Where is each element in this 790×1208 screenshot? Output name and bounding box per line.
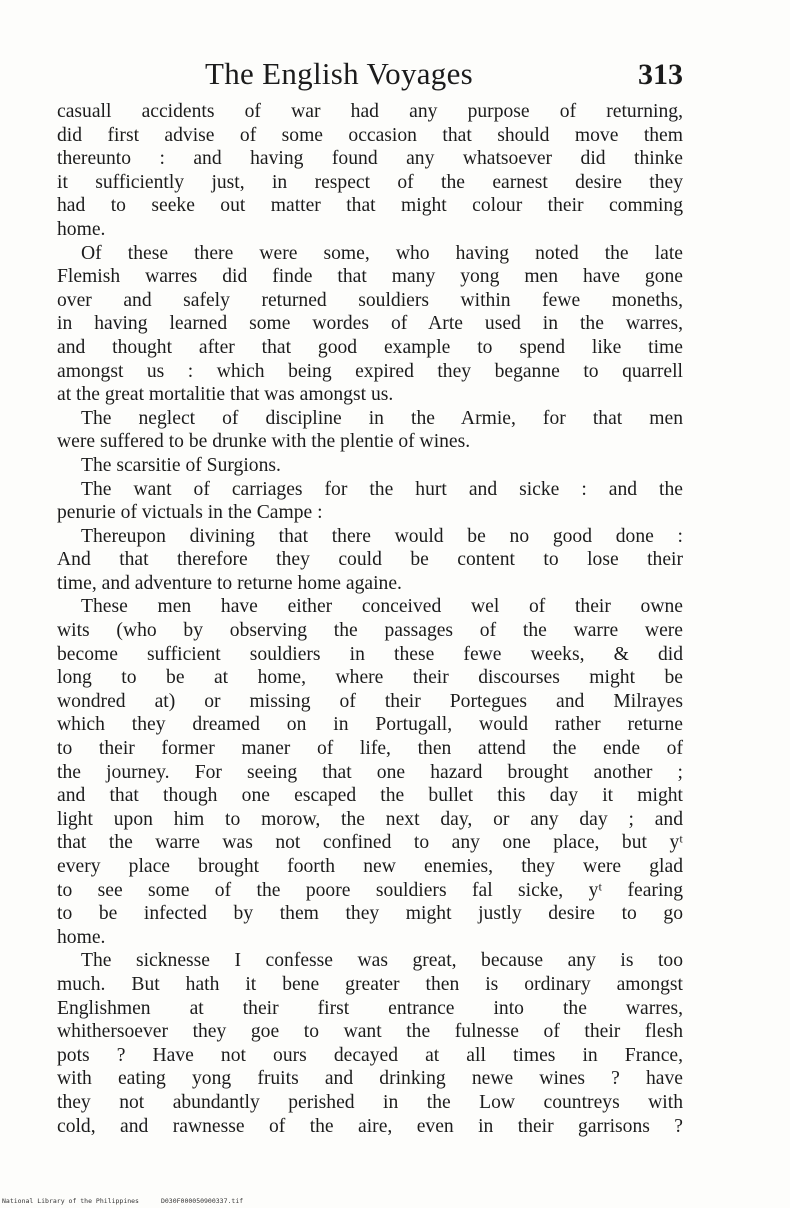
text-line: The sicknesse I confesse was great, because any is too [81, 950, 683, 972]
text-line: Thereupon divining that there would be no good done : [81, 525, 683, 547]
text-line: casuall accidents of war had any purpose of returning, [57, 101, 683, 122]
text-line: wondred at) or missing of their Portegues and Milrayes [57, 690, 683, 712]
text-line: in having learned some wordes of Arte used in the warres, [57, 313, 683, 335]
text-line: with eating yong fruits and drinking newe wines ? have [57, 1068, 683, 1090]
text-line: penurie of victuals in the Campe : [57, 502, 323, 524]
text-line: These men have either conceived wel of their owne [81, 596, 683, 618]
text-line: Englishmen at their first entrance into the warres, [57, 997, 683, 1019]
text-line: it sufficiently just, in respect of the earnest desire they [57, 171, 683, 193]
text-line: become sufficient souldiers in these fewe weeks, & did [57, 643, 683, 665]
text-line: had to seeke out matter that might colour their comming [57, 195, 683, 217]
text-line: And that therefore they could be content to lose their [57, 549, 683, 571]
text-line: Flemish warres did finde that many yong men have gone [57, 266, 683, 288]
text-line: home. [57, 218, 106, 240]
text-line: The neglect of discipline in the Armie, for that men [81, 407, 683, 429]
text-line: thereunto : and having found any whatsoever did thinke [57, 148, 683, 170]
text-line: the journey. For seeing that one hazard brought another ; [57, 761, 683, 783]
text-line: The scarsitie of Surgions. [81, 454, 281, 476]
text-line: wits (who by observing the passages of the warre were [57, 620, 683, 642]
text-line: pots ? Have not ours decayed at all times in France, [57, 1044, 683, 1066]
text-line: Of these there were some, who having noted the late [81, 242, 683, 264]
text-line: which they dreamed on in Portugall, would rather returne [57, 714, 683, 736]
text-line: and that though one escaped the bullet this day it might [57, 785, 683, 807]
scan-file-name: D030F000050900337.tif [160, 1197, 244, 1205]
page-number: 313 [638, 58, 683, 91]
text-line: were suffered to be drunke with the plentie of wines. [57, 431, 471, 453]
text-line: amongst us : which being expired they beganne to quarrell [57, 360, 683, 382]
text-line: light upon him to morow, the next day, or any day ; and [57, 808, 683, 830]
text-line: to see some of the poore souldiers fal sicke, yᵗ fearing [57, 879, 683, 901]
text-line: whithersoever they goe to want the fulnesse of their flesh [57, 1021, 683, 1043]
text-line: to be infected by them they might justly desire to go [57, 903, 683, 925]
text-line: The want of carriages for the hurt and sicke : and the [81, 478, 683, 500]
text-line: cold, and rawnesse of the aire, even in their garrisons ? [57, 1115, 683, 1137]
text-line: and thought after that good example to spend like time [57, 336, 683, 358]
text-line: time, and adventure to returne home againe. [57, 572, 402, 594]
text-line: they not abundantly perished in the Low countreys with [57, 1091, 683, 1113]
text-line: did first advise of some occasion that should move them [57, 124, 683, 146]
text-line: much. But hath it bene greater then is ordinary amongst [57, 973, 683, 995]
text-line: at the great mortalitie that was amongst us. [57, 384, 394, 406]
text-line: long to be at home, where their discourses might be [57, 667, 683, 689]
text-line: home. [57, 926, 106, 948]
text-line: that the warre was not confined to any one place, but yᵗ [57, 832, 683, 854]
text-line: every place brought foorth new enemies, they were glad [57, 856, 683, 877]
text-line: over and safely returned souldiers within fewe moneths, [57, 289, 683, 311]
page-header [57, 56, 683, 96]
scan-footer [2, 1197, 243, 1205]
running-title: The English Voyages [205, 56, 474, 91]
text-line: to their former maner of life, then attend the ende of [57, 738, 683, 760]
body-text [57, 100, 683, 1138]
library-credit: National Library of the Philippines [2, 1197, 139, 1205]
